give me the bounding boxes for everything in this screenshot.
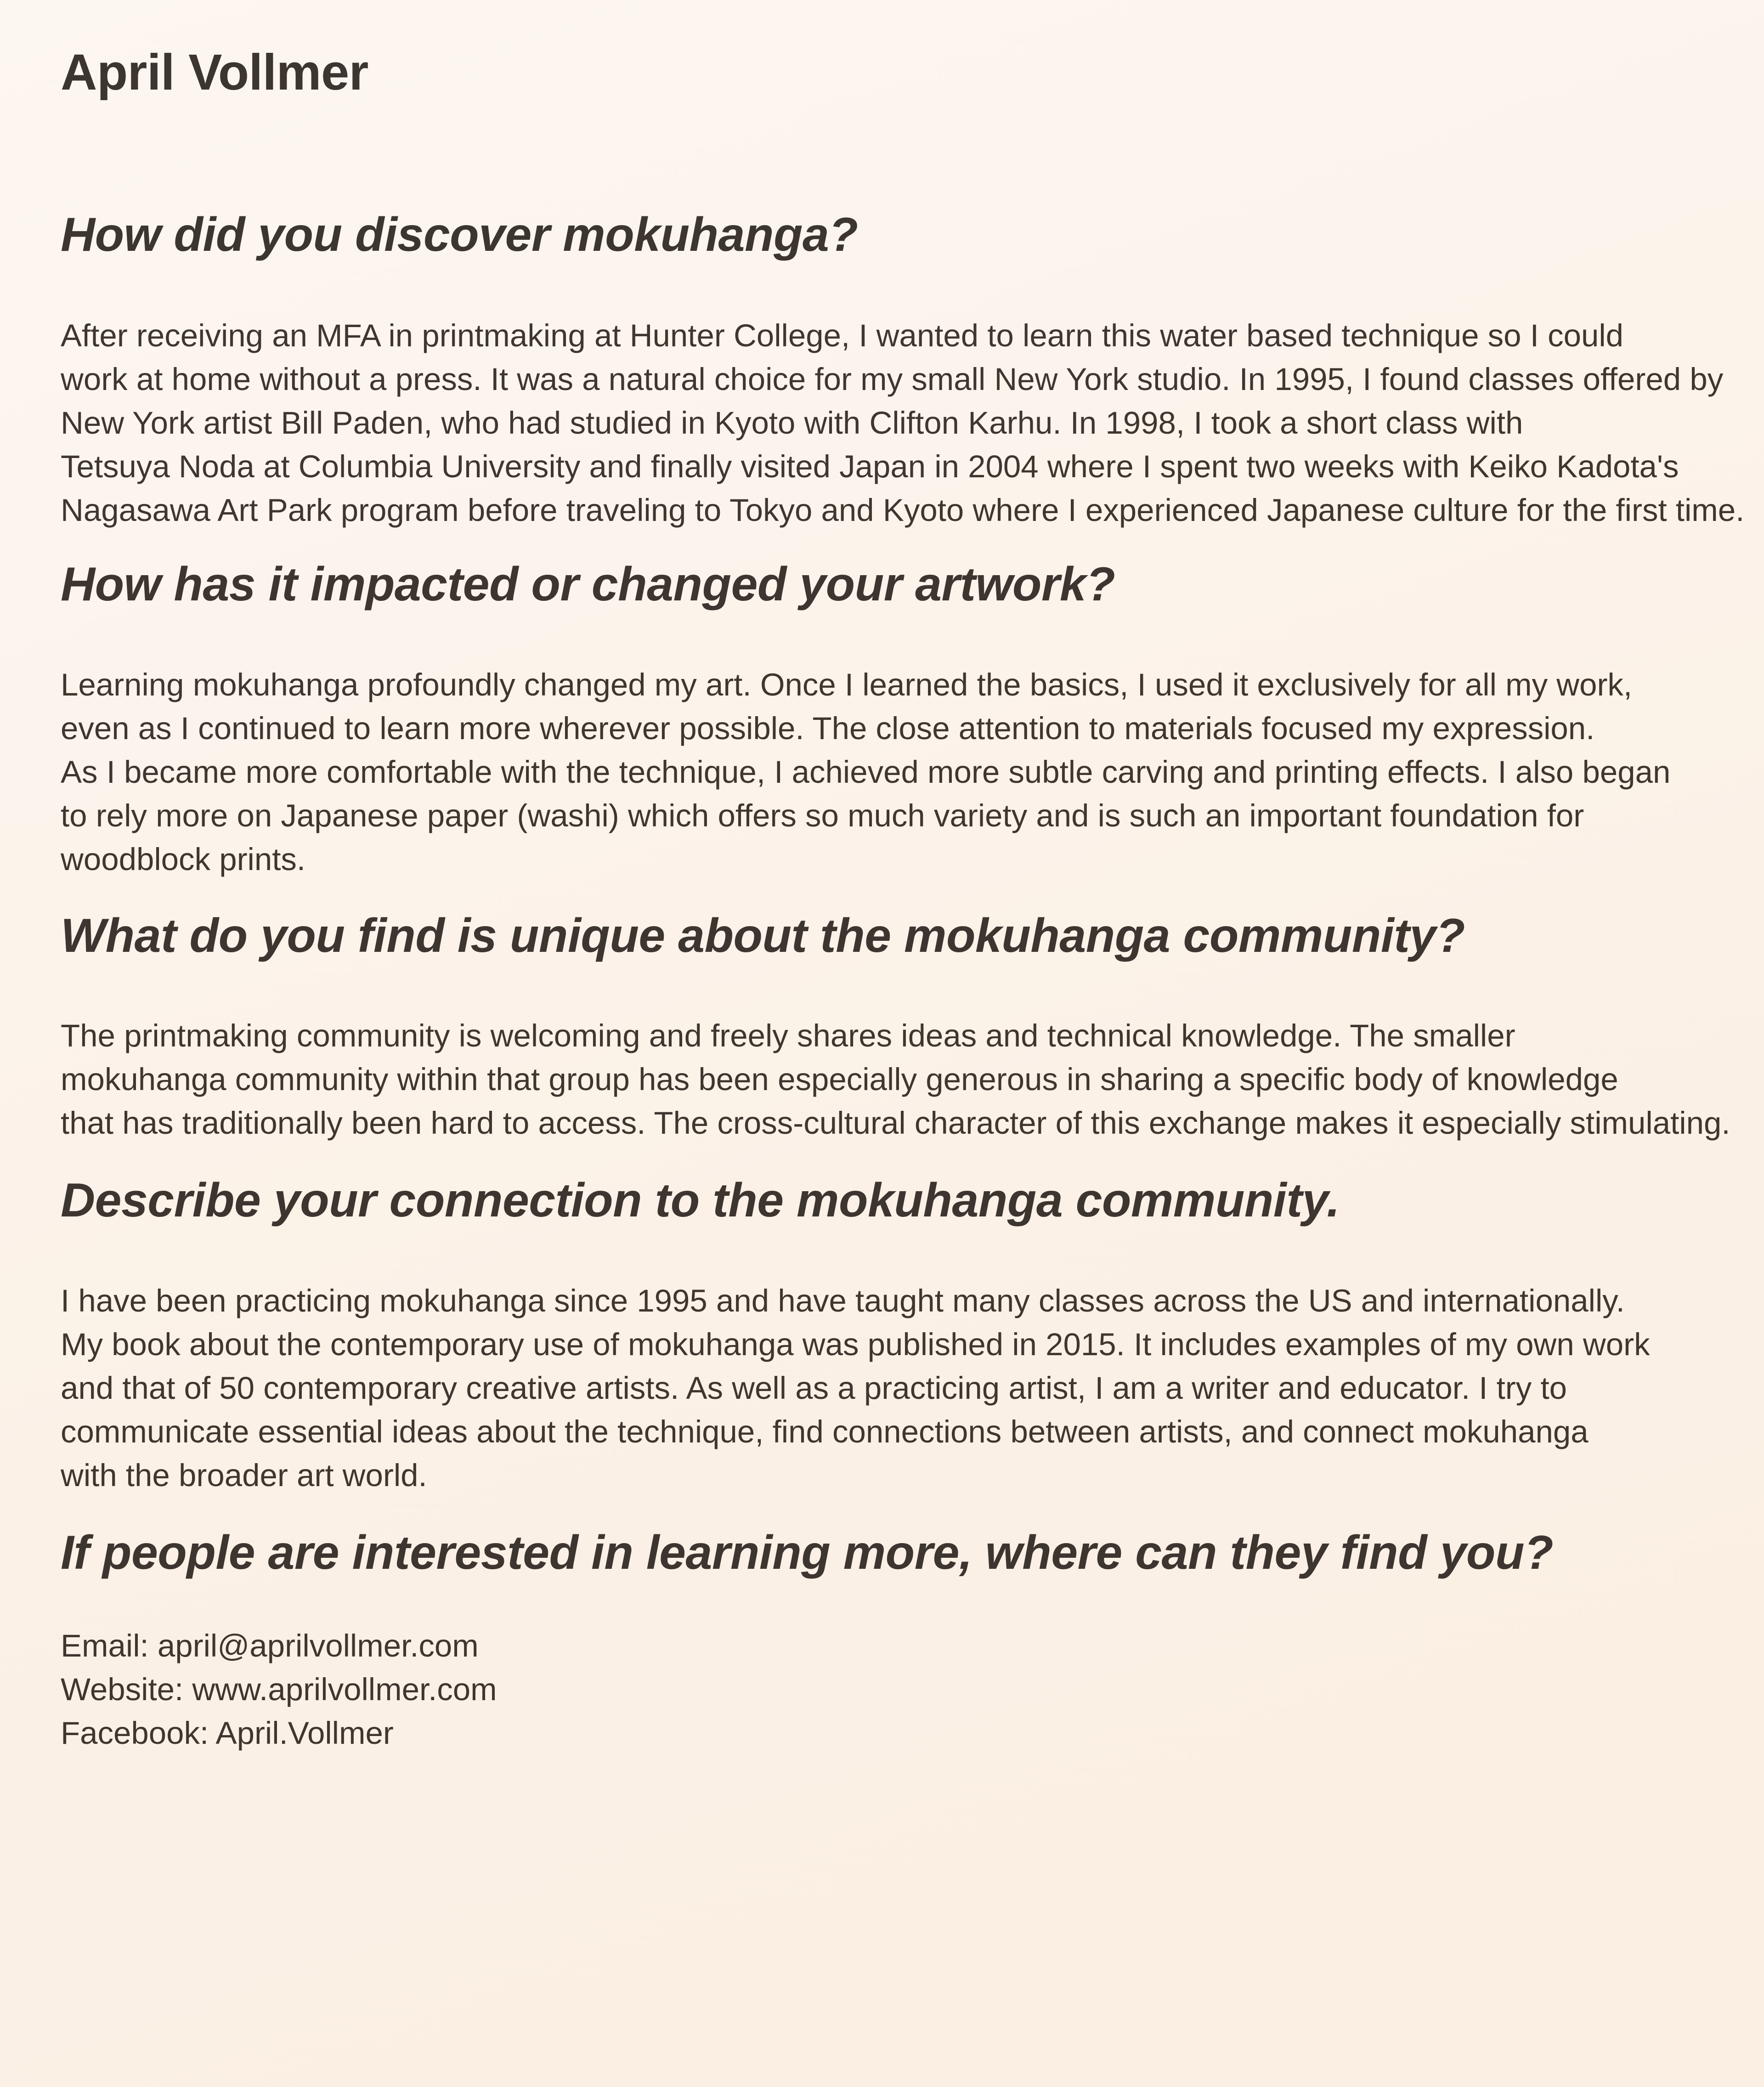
answer-line: New York artist Bill Paden, who had studied in Kyoto with Clifton Karhu. In 1998, I took a short class with bbox=[61, 405, 1523, 441]
answer-line: Learning mokuhanga profoundly changed my art. Once I learned the basics, I used it exclusively for all my work, bbox=[61, 667, 1633, 702]
answer-line: with the broader art world. bbox=[61, 1457, 427, 1493]
answer-line: and that of 50 contemporary creative artists. As well as a practicing artist, I am a writer and educator. I try to bbox=[61, 1370, 1567, 1406]
answer-line: even as I continued to learn more wherever possible. The close attention to materials focused my expression. bbox=[61, 710, 1595, 746]
answer-line: communicate essential ideas about the technique, find connections between artists, and connect mokuhanga bbox=[61, 1414, 1589, 1449]
section-connection bbox=[61, 1173, 1709, 1497]
answer-line: Nagasawa Art Park program before traveling to Tokyo and Kyoto where I experienced Japanese culture for the first time. bbox=[61, 492, 1745, 528]
section-impact bbox=[61, 557, 1709, 881]
contact-list bbox=[61, 1624, 1709, 1755]
contact-facebook: Facebook: April.Vollmer bbox=[61, 1715, 394, 1751]
question-heading: How has it impacted or changed your artwork? bbox=[61, 558, 1115, 611]
answer-line: to rely more on Japanese paper (washi) which offers so much variety and is such an important foundation for bbox=[61, 797, 1584, 833]
question-heading: Describe your connection to the mokuhanga community. bbox=[61, 1174, 1340, 1227]
answer-line: Tetsuya Noda at Columbia University and finally visited Japan in 2004 where I spent two weeks with Keiko Kadota's bbox=[61, 449, 1679, 485]
answer-line: that has traditionally been hard to access. The cross-cultural character of this exchange makes it especially stimulating. bbox=[61, 1105, 1730, 1141]
answer-line: mokuhanga community within that group has been especially generous in sharing a specific body of knowledge bbox=[61, 1062, 1618, 1097]
question-heading: How did you discover mokuhanga? bbox=[61, 208, 858, 261]
answer-paragraph bbox=[61, 663, 1709, 881]
section-contact bbox=[61, 1526, 1709, 1755]
question-heading: What do you find is unique about the mokuhanga community? bbox=[61, 909, 1465, 962]
answer-line: My book about the contemporary use of mokuhanga was published in 2015. It includes examples of my own work bbox=[61, 1326, 1650, 1362]
answer-line: woodblock prints. bbox=[61, 841, 306, 877]
contact-website: Website: www.aprilvollmer.com bbox=[61, 1672, 497, 1708]
section-discover bbox=[61, 208, 1745, 532]
answer-paragraph bbox=[61, 314, 1745, 532]
answer-paragraph bbox=[61, 1014, 1730, 1145]
answer-line: work at home without a press. It was a natural choice for my small New York studio. In 1995, I found classes offered by bbox=[61, 362, 1724, 397]
contact-email: Email: april@aprilvollmer.com bbox=[61, 1628, 479, 1664]
answer-line: The printmaking community is welcoming and freely shares ideas and technical knowledge. The smaller bbox=[61, 1018, 1515, 1054]
answer-paragraph bbox=[61, 1279, 1709, 1497]
section-community-unique bbox=[61, 909, 1730, 1145]
question-heading: If people are interested in learning more, where can they find you? bbox=[61, 1526, 1553, 1579]
answer-line: I have been practicing mokuhanga since 1995 and have taught many classes across the US and internationally. bbox=[61, 1283, 1625, 1318]
artist-name: April Vollmer bbox=[61, 44, 368, 101]
answer-line: As I became more comfortable with the technique, I achieved more subtle carving and printing effects. I also began bbox=[61, 754, 1671, 790]
answer-line: After receiving an MFA in printmaking at Hunter College, I wanted to learn this water based technique so I could bbox=[61, 318, 1624, 354]
